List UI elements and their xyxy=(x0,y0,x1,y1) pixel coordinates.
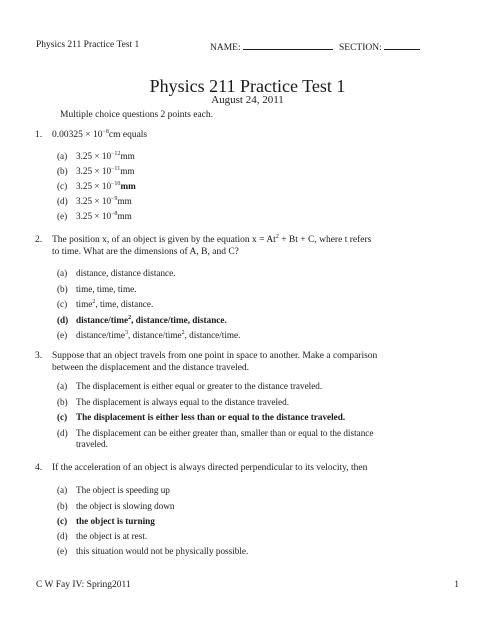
q1-option-c: (c) $3.25 \times 10^{-10}mm$ xyxy=(57,181,136,191)
q2-option-a: (a) distance, distance distance. xyxy=(57,268,176,278)
q4-option-d: (d) the object is at rest. xyxy=(57,531,148,541)
question-text: The position x, of an object is given by the equation $x = At^2 + Bt + C$, where t refers to time. What are the dimensions of A, B, and C? xyxy=(52,234,372,257)
question-text: If the acceleration of an object is always directed perpendicular to its velocity, then xyxy=(52,463,368,473)
section-blank-line xyxy=(384,40,420,50)
q4-option-c: (c) the object is turning xyxy=(57,516,155,526)
running-header-title: Physics 211 Practice Test 1 xyxy=(36,40,140,50)
question-3 xyxy=(35,350,465,374)
question-number: 3. xyxy=(35,351,43,361)
q1-option-a: (a) $3.25 \times 10^{-12}mm$ xyxy=(57,151,135,161)
name-field xyxy=(210,40,333,54)
q2-option-e: (e) distance/time$^3$, distance/time$^2$, distance/time. xyxy=(57,330,241,340)
q1-option-d: (d) $3.25 \times 10^{-9}mm$ xyxy=(57,196,132,206)
question-4 xyxy=(35,462,465,474)
q3-option-a: (a) The displacement is either equal or greater to the distance traveled. xyxy=(57,381,323,391)
question-number: 4. xyxy=(35,463,43,473)
name-label: NAME: xyxy=(210,43,241,53)
section-field xyxy=(339,40,420,54)
q4-option-b: (b) the object is slowing down xyxy=(57,501,175,511)
q3-option-c: (c) The displacement is either less than or equal to the distance traveled. xyxy=(57,412,346,422)
q3-option-b: (b) The displacement is always equal to the distance traveled. xyxy=(57,397,290,407)
page-number: 1 xyxy=(454,580,459,590)
question-1 xyxy=(35,129,465,141)
name-blank-line xyxy=(243,40,333,50)
footer-author: C W Fay IV: Spring2011 xyxy=(36,580,131,590)
page-title: Physics 211 Practice Test 1 xyxy=(149,76,346,96)
question-number: 2. xyxy=(35,235,43,245)
q3-option-d: (d) The displacement can be either greater than, smaller than or equal to the distance traveled. xyxy=(57,428,374,449)
question-2 xyxy=(35,234,465,258)
q2-option-b: (b) time, time, time. xyxy=(57,284,137,294)
q1-option-b: (b) $3.25 \times 10^{-11}mm$ xyxy=(57,166,135,176)
question-text: $0.00325 \times 10^{-8}cm$ equals xyxy=(52,129,148,140)
question-number: 1. xyxy=(35,130,43,140)
q4-option-e: (e) this situation would not be physically possible. xyxy=(57,546,249,556)
q2-option-d: (d) distance/time$^2$, distance/time, distance. xyxy=(57,315,227,325)
q2-option-c: (c) time$^2$, time, distance. xyxy=(57,299,154,309)
q1-option-e: (e) $3.25 \times 10^{-8}mm$ xyxy=(57,211,132,221)
test-date: August 24, 2011 xyxy=(211,94,284,106)
section-label: SECTION: xyxy=(339,43,382,53)
instructions: Multiple choice questions 2 points each. xyxy=(60,110,214,120)
question-text: Suppose that an object travels from one point in space to another. Make a comparison between the displacement and the distance traveled. xyxy=(52,351,378,373)
q4-option-a: (a) The object is speeding up xyxy=(57,485,170,495)
